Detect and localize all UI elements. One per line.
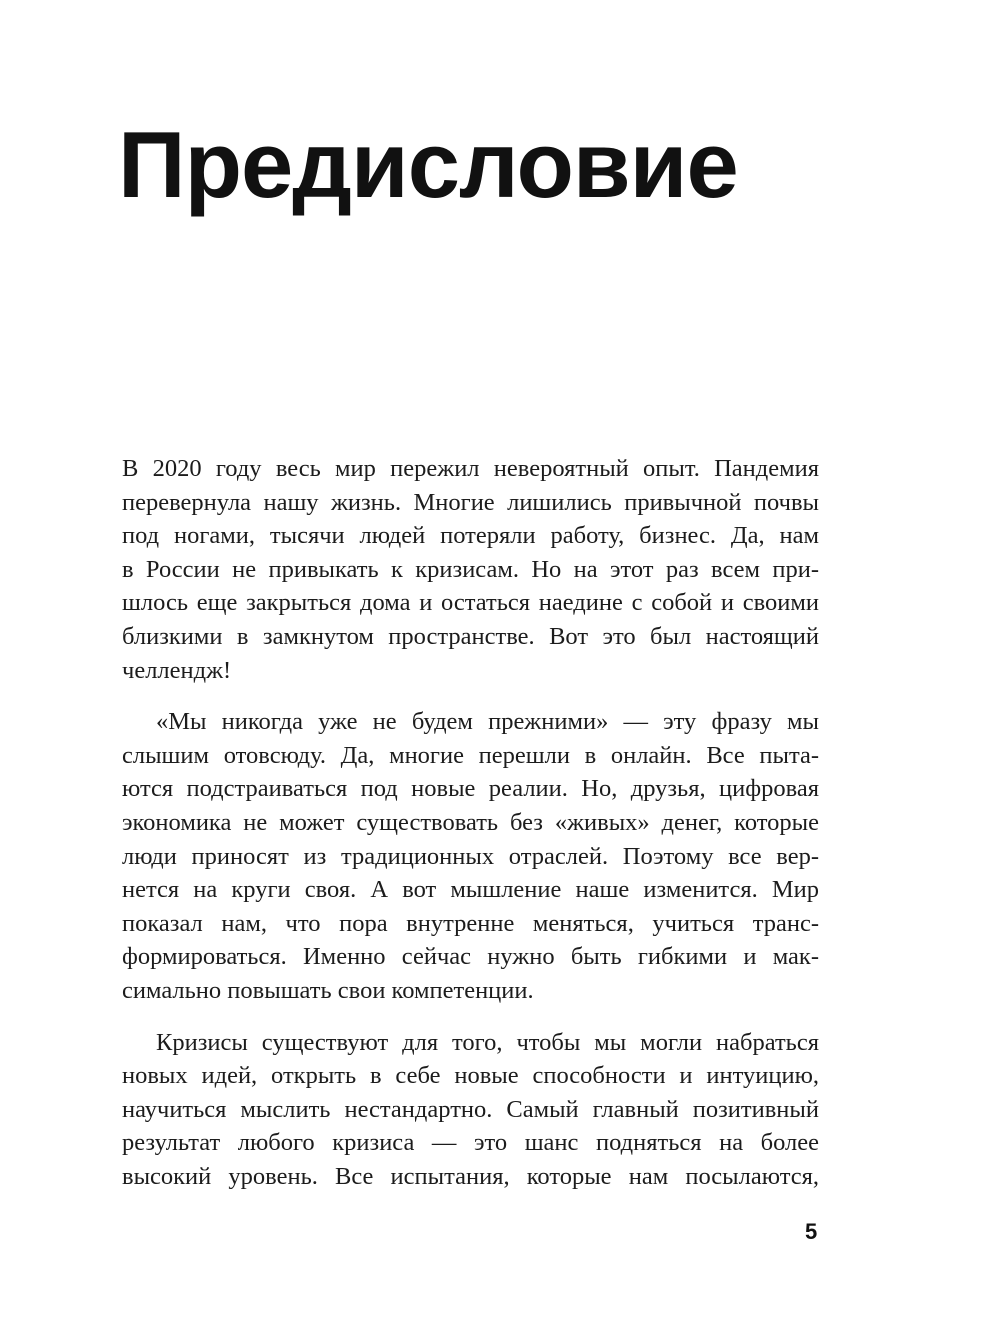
paragraph-3 [122, 1026, 819, 1194]
text-line: формироваться. Именно сейчас нужно быть гибкими и мак- [122, 943, 819, 971]
text-line: экономика не может существовать без «живых» денег, которые [122, 808, 819, 836]
text-line: В 2020 году весь мир пережил невероятный опыт. Пандемия [122, 455, 819, 482]
body-text [122, 452, 819, 1211]
text-line: научиться мыслить нестандартно. Самый главный позитивный [122, 1095, 819, 1123]
text-line: «Мы никогда уже не будем прежними» — эту фразу мы [156, 708, 819, 736]
paragraph-1 [122, 452, 819, 687]
text-line: симально повышать свои компетенции. [122, 976, 534, 1004]
text-line: высокий уровень. Все испытания, которые нам посылаются, [122, 1162, 819, 1190]
text-line: Кризисы существуют для того, чтобы мы могли набраться [156, 1028, 819, 1056]
chapter-title: Предисловие [118, 112, 738, 217]
text-line: под ногами, тысячи людей потеряли работу, бизнес. Да, нам [122, 522, 819, 550]
page-number: 5 [805, 1219, 818, 1244]
text-line: результат любого кризиса — это шанс подняться на более [122, 1129, 819, 1157]
text-line: шлось еще закрыться дома и остаться наедине с собой и своими [122, 589, 819, 617]
text-line: новых идей, открыть в себе новые способности и интуицию, [122, 1062, 819, 1090]
text-line: люди приносят из традиционных отраслей. Поэтому все вер- [122, 842, 819, 870]
paragraph-2 [122, 705, 819, 1007]
text-line: перевернула нашу жизнь. Многие лишились привычной почвы [122, 488, 819, 516]
text-line: челлендж! [122, 656, 232, 684]
text-line: показал нам, что пора внутренне меняться, учиться транс- [122, 909, 819, 937]
text-line: ются подстраиваться под новые реалии. Но, друзья, цифровая [122, 775, 819, 803]
text-line: в России не привыкать к кризисам. Но на этот раз всем при- [122, 555, 819, 583]
text-line: слышим отовсюду. Да, многие перешли в онлайн. Все пыта- [122, 741, 819, 769]
text-line: нется на круги своя. А вот мышление наше изменится. Мир [122, 876, 819, 904]
text-line: близкими в замкнутом пространстве. Вот это был настоящий [122, 622, 819, 650]
